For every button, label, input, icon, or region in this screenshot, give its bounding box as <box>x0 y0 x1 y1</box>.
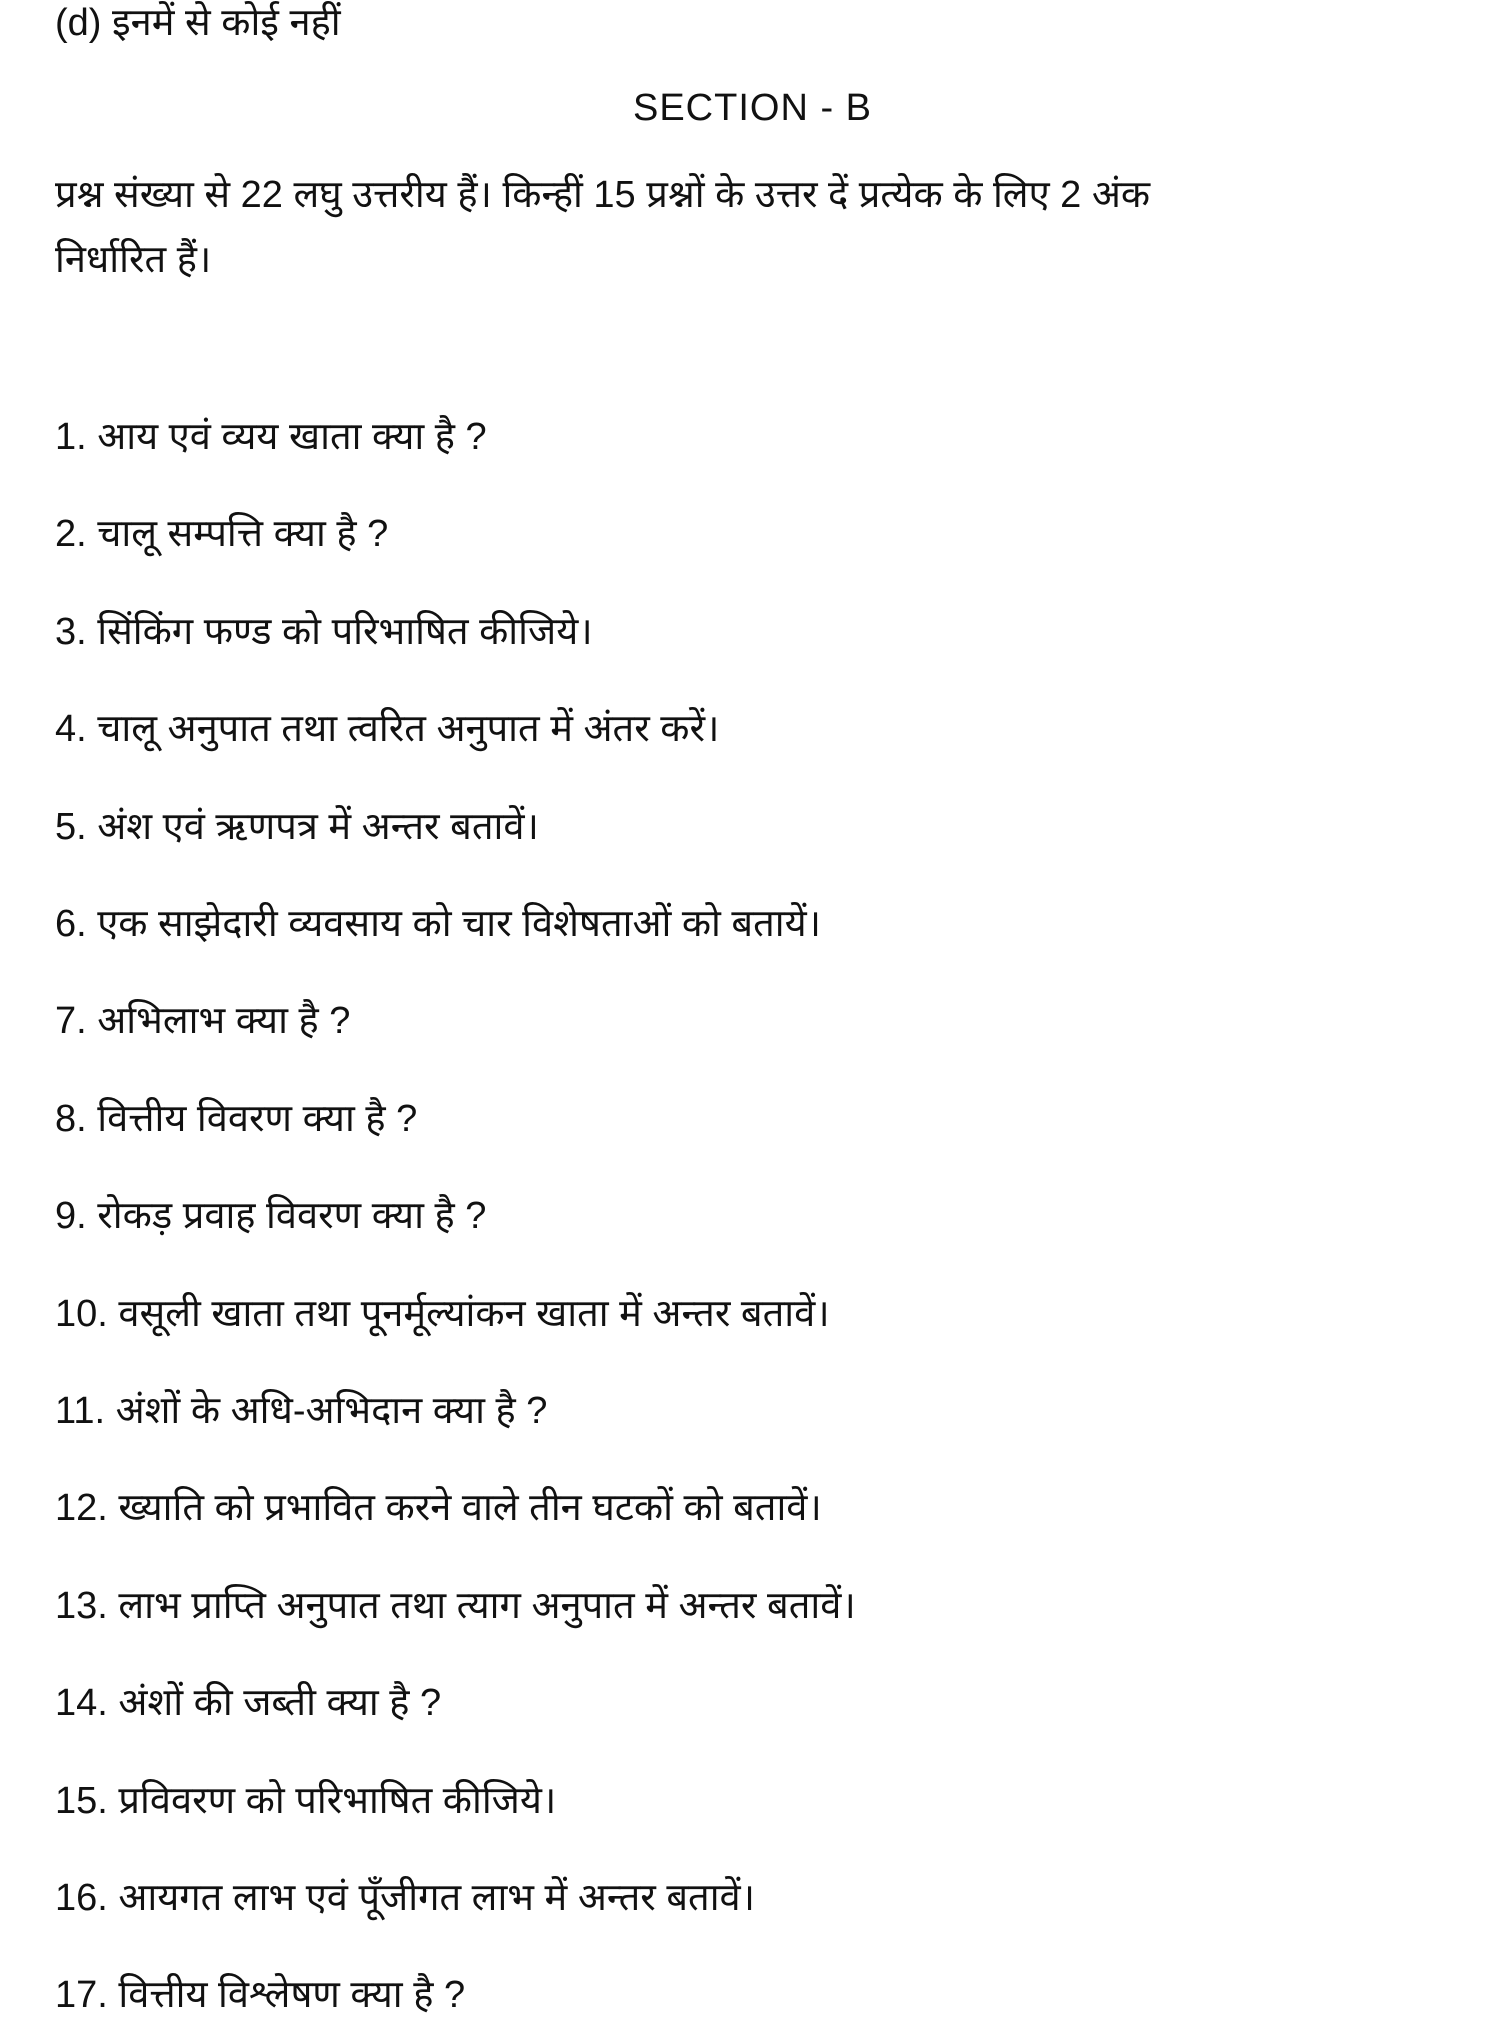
question-item: 4. चालू अनुपात तथा त्वरित अनुपात में अंतर करें। <box>55 708 720 751</box>
question-item: 7. अभिलाभ क्या है ? <box>55 1000 351 1043</box>
question-item: 5. अंश एवं ऋणपत्र में अन्तर बतावें। <box>55 805 539 848</box>
instructions-line-1: प्रश्न संख्या से 22 लघु उत्तरीय हैं। किन्हीं 15 प्रश्नों के उत्तर दें प्रत्येक के लिए 2 अंक <box>55 174 1151 216</box>
question-item: 12. ख्याति को प्रभावित करने वाले तीन घटकों को बतावें। <box>55 1487 822 1530</box>
instructions-line-2: निर्धारित हैं। <box>55 239 212 281</box>
previous-option-d: (d) इनमें से कोई नहीं <box>55 2 341 44</box>
section-title: SECTION - B <box>632 87 873 129</box>
question-item: 11. अंशों के अधि-अभिदान क्या है ? <box>55 1390 548 1432</box>
question-item: 15. प्रविवरण को परिभाषित कीजिये। <box>55 1779 557 1822</box>
question-item: 8. वित्तीय विवरण क्या है ? <box>55 1097 418 1140</box>
question-item: 16. आयगत लाभ एवं पूँजीगत लाभ में अन्तर बतावें। <box>55 1877 756 1919</box>
question-item: 6. एक साझेदारी व्यवसाय को चार विशेषताओं को बतायें। <box>55 903 822 945</box>
question-item: 2. चालू सम्पत्ति क्या है ? <box>55 513 389 556</box>
question-item: 3. सिंकिंग फण्ड को परिभाषित कीजिये। <box>55 610 593 653</box>
question-item: 10. वसूली खाता तथा पूनर्मूल्यांकन खाता में अन्तर बतावें। <box>55 1292 830 1335</box>
question-item: 17. वित्तीय विश्लेषण क्या है ? <box>55 1974 466 2017</box>
question-item: 14. अंशों की जब्ती क्या है ? <box>55 1682 442 1725</box>
question-item: 1. आय एवं व्यय खाता क्या है ? <box>55 416 487 458</box>
question-item: 9. रोकड़ प्रवाह विवरण क्या है ? <box>55 1195 487 1238</box>
question-item: 13. लाभ प्राप्ति अनुपात तथा त्याग अनुपात में अन्तर बतावें। <box>55 1584 856 1627</box>
